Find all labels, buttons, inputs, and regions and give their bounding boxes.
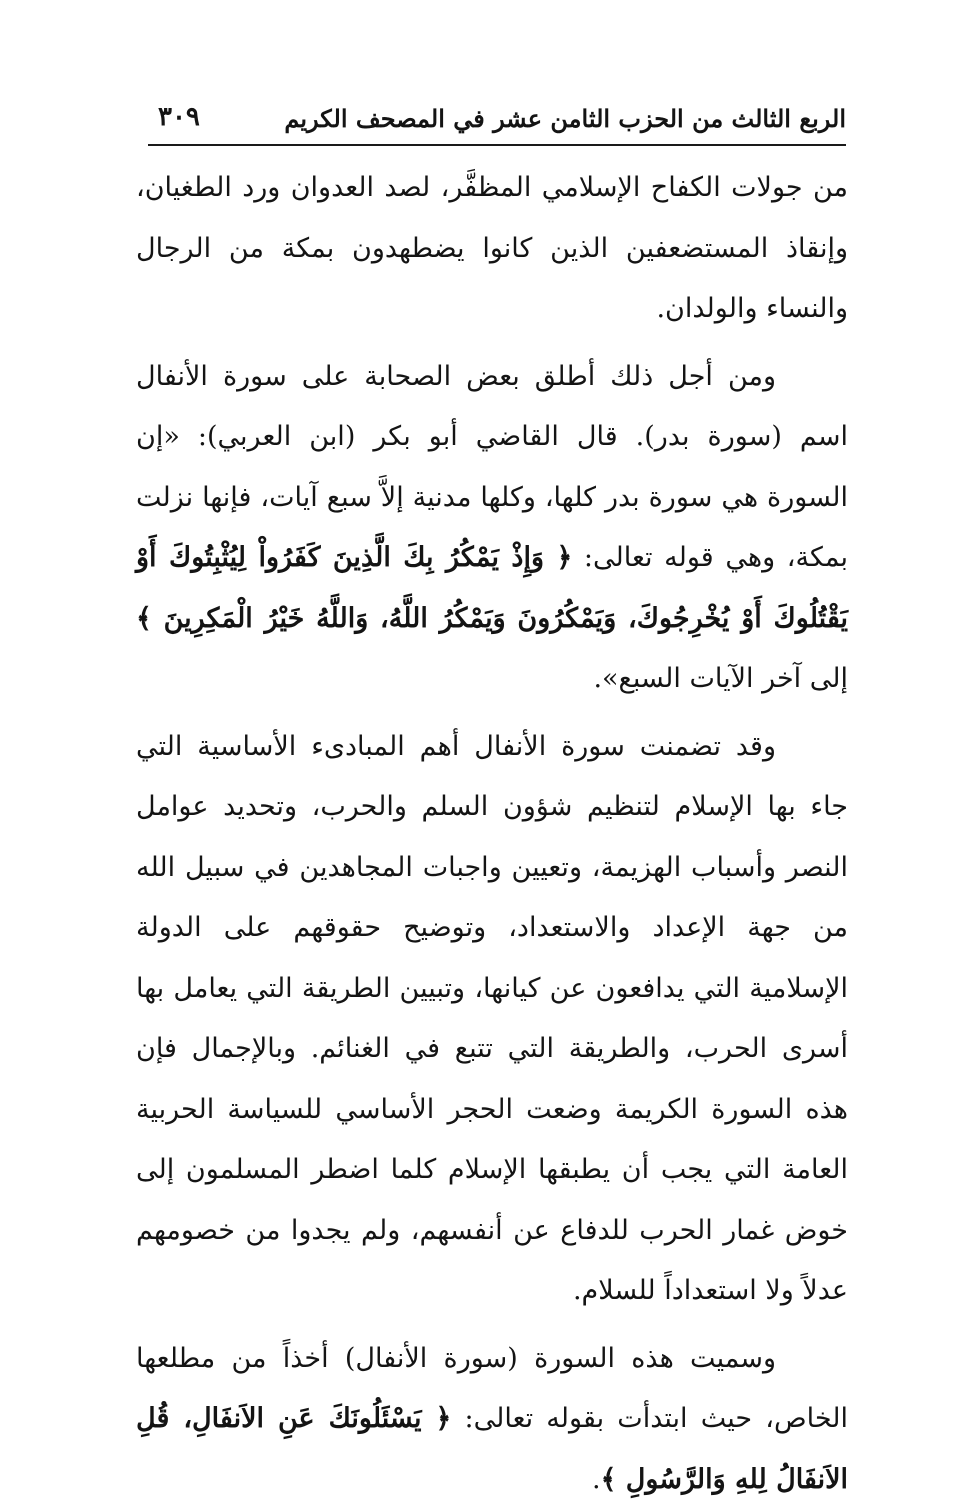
- body-text: [136, 158, 848, 1510]
- paragraph-3: [136, 717, 848, 1322]
- paragraph-3-text: وقد تضمنت سورة الأنفال أهم المبادىء الأساسية التي جاء بها الإسلام لتنظيم شؤون السلم والحرب، وتحديد عوامل النصر وأسباب الهزيمة، وتعيين واجبات المجاهدين في سبيل الله من جهة الإعداد والاستعداد، وتوضيح حقوقهم على الدولة الإسلامية التي يدافعون عن كيانها، وتبيين الطريقة التي يعامل بها أسرى الحرب، والطريقة التي تتبع في الغنائم. وبالإجمال فإن هذه السورة الكريمة وضعت الحجر الأساسي للسياسة الحربية العامة التي يجب أن يطبقها الإسلام كلما اضطر المسلمون إلى خوض غمار الحرب للدفاع عن أنفسهم، ولم يجدوا من خصومهم عدلاً ولا استعداداً للسلام.: [136, 731, 848, 1307]
- paragraph-1-text: من جولات الكفاح الإسلامي المظفَّر، لصد العدوان ورد الطغيان، وإنقاذ المستضعفين الذين كانوا يضطهدون بمكة من الرجال والنساء والولدان.: [136, 172, 848, 324]
- quran-verse-anfal-30: ﴿ وَإِذْ يَمْكُرُ بِكَ الَّذِينَ كَفَرُواْ لِيُثْبِتُوكَ أَوْ يَقْتُلُوكَ أَوْ يُخْرِجُوكَ، وَيَمْكُرُونَ وَيَمْكُرُ اللَّهُ، وَاللَّهُ خَيْرُ الْمَكِرِينَ ﴾: [136, 542, 848, 634]
- paragraph-1: [136, 158, 848, 340]
- running-title: الربع الثالث من الحزب الثامن عشر في المصحف الكريم: [284, 104, 846, 133]
- paragraph-4: [136, 1329, 848, 1510]
- paragraph-2-text: ومن أجل ذلك أطلق بعض الصحابة على سورة الأنفال اسم (سورة بدر). قال القاضي أبو بكر (ابن العربي): «إن السورة هي سورة بدر كلها، وكلها مدنية إلاَّ سبع آيات، فإنها نزلت بمكة، وهي قوله تعالى:: [136, 361, 848, 574]
- paragraph-4-text: وسميت هذه السورة (سورة الأنفال) أخذاً من مطلعها الخاص، حيث ابتدأت بقوله تعالى:: [136, 1343, 848, 1435]
- quran-verse-anfal-1: ﴿ يَسْئَلُونَكَ عَنِ الاَنفَالِ، قُلِ الاَنفَالُ لِلهِ وَالرَّسُولِ ﴾: [136, 1403, 848, 1495]
- running-header: [148, 98, 846, 146]
- paragraph-4-ending: .: [592, 1464, 601, 1495]
- paragraph-2: [136, 347, 848, 710]
- paragraph-2-ending: إلى آخر الآيات السبع».: [593, 663, 848, 694]
- page-number: ٣٠٩: [158, 102, 200, 132]
